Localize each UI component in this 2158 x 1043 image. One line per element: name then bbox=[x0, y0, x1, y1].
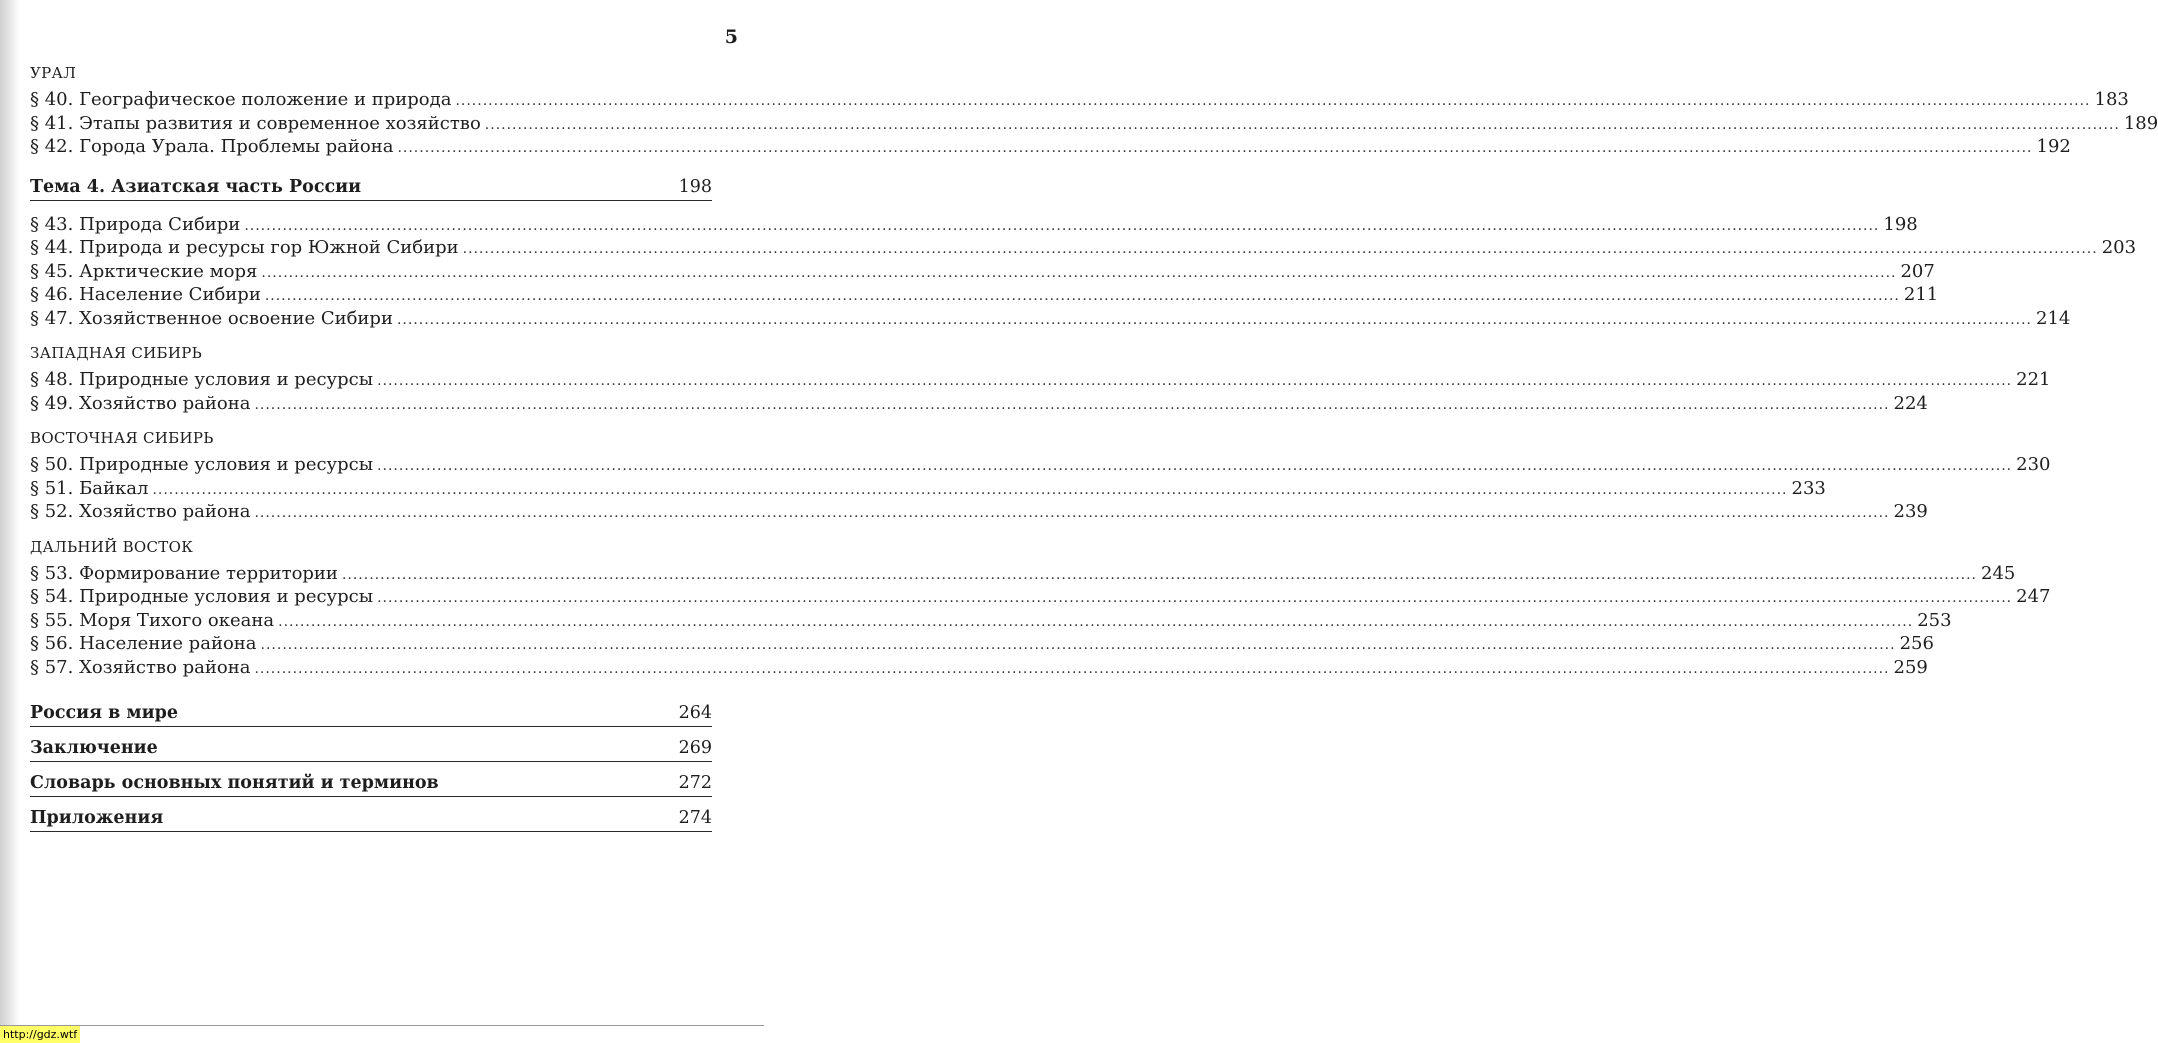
entry-title: § 56. Население района bbox=[30, 633, 257, 654]
table-of-contents bbox=[30, 62, 2158, 832]
entry-title: § 54. Природные условия и ресурсы bbox=[30, 586, 374, 607]
entry-page: 189 bbox=[2123, 112, 2158, 134]
leader-dots: ............................................................................................................................................................................................................................................................................................................ bbox=[254, 660, 1890, 677]
leader-dots: ............................................................................................................................................................................................................................................................................................................ bbox=[254, 396, 1890, 413]
far-east-entries bbox=[30, 562, 2051, 680]
leader-dots: ............................................................................................................................................................................................................................................................................................................ bbox=[254, 505, 1890, 521]
entry-title: § 48. Природные условия и ресурсы bbox=[30, 369, 374, 390]
topic-heading[interactable] bbox=[30, 175, 712, 201]
section-heading-west-siberia: ЗАПАДНАЯ СИБИРЬ bbox=[30, 344, 203, 362]
part-title: Россия в мире bbox=[30, 703, 178, 723]
entry-page: 183 bbox=[2094, 89, 2129, 110]
toc-part-row[interactable] bbox=[30, 771, 712, 797]
part-page: 272 bbox=[678, 773, 712, 793]
entry-title: § 42. Города Урала. Проблемы района bbox=[30, 136, 394, 157]
entry-page: 207 bbox=[1900, 260, 1935, 282]
topic-page: 198 bbox=[678, 176, 712, 197]
entry-page: 203 bbox=[2101, 237, 2137, 258]
toc-entry[interactable] bbox=[30, 213, 1918, 237]
leader-dots: ............................................................................................................................................................................................................................................................................................................ bbox=[455, 93, 2091, 109]
part-title: Заключение bbox=[30, 738, 158, 758]
leader-dots: ............................................................................................................................................................................................................................................................................................................ bbox=[260, 637, 1896, 653]
entry-page: 214 bbox=[2036, 307, 2071, 329]
entry-title: § 41. Этапы развития и современное хозяйство bbox=[30, 112, 481, 134]
scan-edge-shadow bbox=[0, 0, 20, 1043]
toc-entry[interactable] bbox=[30, 477, 1826, 501]
entry-title: § 47. Хозяйственное освоение Сибири bbox=[30, 307, 393, 329]
leader-dots: ............................................................................................................................................................................................................................................................................................................ bbox=[377, 458, 2013, 474]
leader-dots: ............................................................................................................................................................................................................................................................................................................ bbox=[152, 481, 1788, 498]
leader-dots: ............................................................................................................................................................................................................................................................................................................ bbox=[377, 590, 2013, 606]
toc-part-row[interactable] bbox=[30, 701, 712, 727]
entry-title: § 53. Формирование территории bbox=[30, 562, 338, 584]
section-heading-ural: УРАЛ bbox=[30, 64, 77, 82]
section-heading-far-east: ДАЛЬНИЙ ВОСТОК bbox=[30, 537, 194, 556]
entry-title: § 57. Хозяйство района bbox=[30, 656, 251, 678]
toc-entry[interactable] bbox=[30, 656, 1928, 680]
leader-dots: ............................................................................................................................................................................................................................................................................................................ bbox=[341, 566, 1977, 583]
toc-entry[interactable] bbox=[30, 562, 2016, 586]
leader-dots: ............................................................................................................................................................................................................................................................................................................ bbox=[396, 311, 2033, 328]
toc-entry[interactable] bbox=[30, 283, 1939, 307]
toc-entry[interactable] bbox=[30, 88, 2129, 112]
leader-dots: ............................................................................................................................................................................................................................................................................................................ bbox=[264, 288, 1900, 304]
entry-page: 245 bbox=[1981, 562, 2016, 584]
entry-page: 230 bbox=[2016, 454, 2051, 475]
toc-entry[interactable] bbox=[30, 260, 1935, 284]
leader-dots: ............................................................................................................................................................................................................................................................................................................ bbox=[484, 116, 2120, 133]
entry-page: 192 bbox=[2036, 136, 2071, 157]
entry-title: § 51. Байкал bbox=[30, 477, 149, 499]
entry-page: 253 bbox=[1917, 609, 1952, 631]
toc-entry[interactable] bbox=[30, 392, 1928, 416]
entry-title: § 40. Географическое положение и природа bbox=[30, 89, 452, 110]
entry-page: 221 bbox=[2016, 369, 2051, 390]
toc-entry[interactable] bbox=[30, 632, 1934, 656]
toc-part-row[interactable] bbox=[30, 736, 712, 762]
section-heading-east-siberia: ВОСТОЧНАЯ СИБИРЬ bbox=[30, 429, 214, 447]
part-page: 264 bbox=[678, 703, 712, 723]
part-title: Приложения bbox=[30, 808, 164, 828]
toc-entry[interactable] bbox=[30, 236, 2137, 260]
toc-entry[interactable] bbox=[30, 135, 2071, 159]
part-page: 274 bbox=[678, 808, 712, 828]
entry-page: 259 bbox=[1893, 656, 1928, 678]
leader-dots: ............................................................................................................................................................................................................................................................................................................ bbox=[261, 264, 1897, 281]
entry-title: § 52. Хозяйство района bbox=[30, 501, 251, 522]
entry-title: § 49. Хозяйство района bbox=[30, 392, 251, 414]
entry-page: 224 bbox=[1893, 392, 1928, 414]
entry-title: § 44. Природа и ресурсы гор Южной Сибири bbox=[30, 237, 459, 258]
watermark-link[interactable]: http://gdz.wtf bbox=[0, 1026, 80, 1043]
leader-dots: ............................................................................................................................................................................................................................................................................................................ bbox=[244, 217, 1880, 234]
east-siberia-entries bbox=[30, 453, 2051, 524]
footer-divider bbox=[0, 1025, 764, 1026]
entry-title: § 55. Моря Тихого океана bbox=[30, 609, 275, 631]
toc-part-row[interactable] bbox=[30, 806, 712, 832]
entry-page: 233 bbox=[1791, 477, 1826, 499]
toc-entry[interactable] bbox=[30, 368, 2051, 392]
entry-page: 211 bbox=[1903, 284, 1939, 305]
toc-entry[interactable] bbox=[30, 112, 2158, 136]
leader-dots: ............................................................................................................................................................................................................................................................................................................ bbox=[278, 613, 1914, 630]
entry-title: § 43. Природа Сибири bbox=[30, 213, 241, 235]
toc-entry[interactable] bbox=[30, 500, 1928, 524]
toc-entry[interactable] bbox=[30, 585, 2051, 609]
part-page: 269 bbox=[678, 738, 712, 758]
entry-title: § 50. Природные условия и ресурсы bbox=[30, 454, 374, 475]
toc-entry[interactable] bbox=[30, 609, 1952, 633]
part-title: Словарь основных понятий и терминов bbox=[30, 773, 439, 793]
entry-page: 256 bbox=[1899, 633, 1934, 654]
entry-page: 239 bbox=[1893, 501, 1928, 522]
entry-page: 198 bbox=[1883, 213, 1918, 235]
leader-dots: ............................................................................................................................................................................................................................................................................................................ bbox=[397, 140, 2033, 156]
page-number: 5 bbox=[724, 26, 738, 48]
entry-title: § 46. Население Сибири bbox=[30, 284, 261, 305]
west-siberia-entries bbox=[30, 368, 2051, 415]
toc-entry[interactable] bbox=[30, 307, 2071, 331]
leader-dots: ............................................................................................................................................................................................................................................................................................................ bbox=[462, 241, 2098, 257]
toc-entry[interactable] bbox=[30, 453, 2051, 477]
entry-page: 247 bbox=[2016, 586, 2051, 607]
leader-dots: ............................................................................................................................................................................................................................................................................................................ bbox=[377, 373, 2013, 389]
topic-title: Тема 4. Азиатская часть России bbox=[30, 176, 362, 197]
ural-entries bbox=[30, 88, 2158, 159]
siberia-entries bbox=[30, 213, 2137, 331]
entry-title: § 45. Арктические моря bbox=[30, 260, 258, 282]
